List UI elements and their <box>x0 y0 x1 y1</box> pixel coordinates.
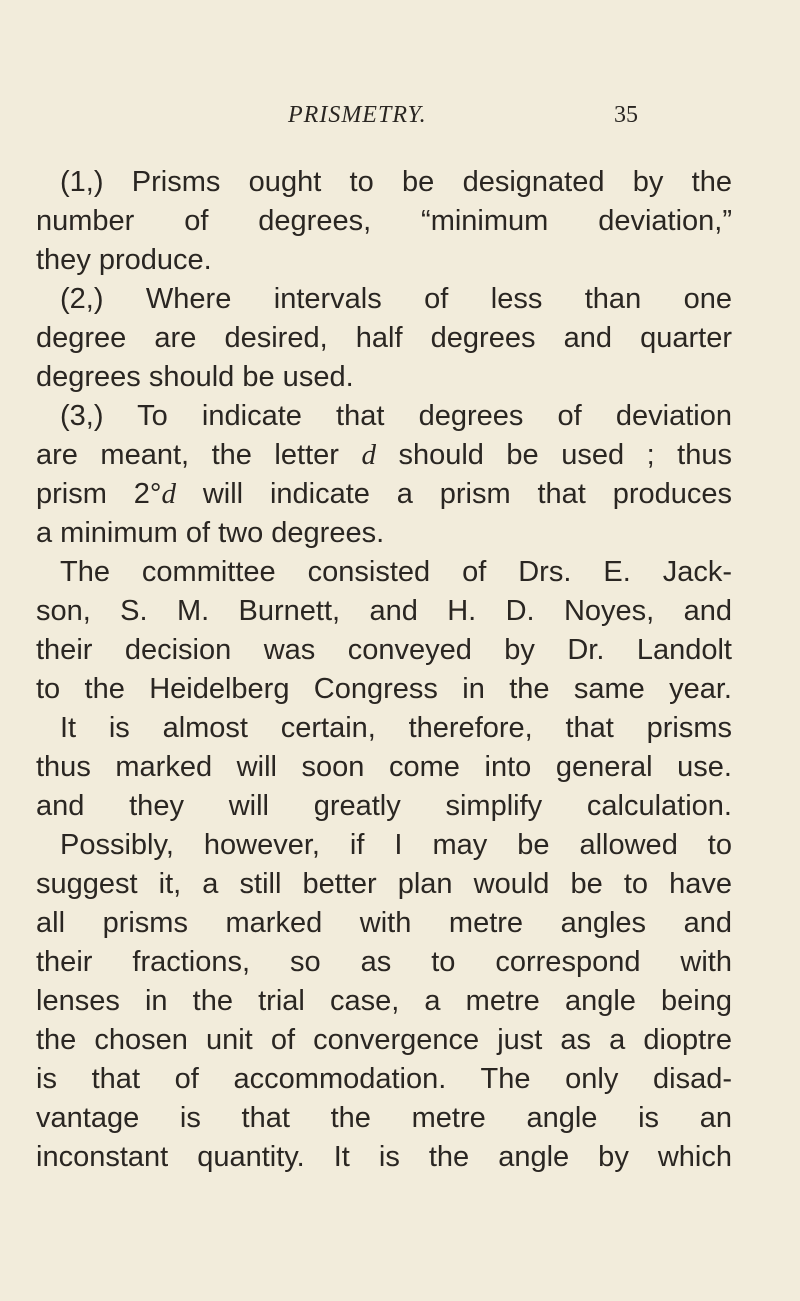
text-line: vantage is that the metre angle is an <box>36 1102 732 1134</box>
text-line: (2,) Where intervals of less than one <box>60 283 732 315</box>
text-line: It is almost certain, therefore, that prisms <box>60 712 732 744</box>
text-line: (3,) To indicate that degrees of deviation <box>60 400 732 432</box>
running-title: PRISMETRY. <box>288 102 427 128</box>
text-line: degree are desired, half degrees and quarter <box>36 322 732 354</box>
text-line: their decision was conveyed by Dr. Landolt <box>36 634 732 666</box>
page-header <box>0 102 800 136</box>
text-line: they produce. <box>36 244 212 276</box>
text-line: and they will greatly simplify calculation. <box>36 790 732 822</box>
text-line: a minimum of two degrees. <box>36 517 385 549</box>
text-line: degrees should be used. <box>36 361 354 393</box>
text-line: their fractions, so as to correspond with <box>36 946 732 978</box>
text-line <box>36 437 732 473</box>
text-line: Possibly, however, if I may be allowed to <box>60 829 732 861</box>
text-segment: are meant, the letter <box>36 439 362 471</box>
text-line: all prisms marked with metre angles and <box>36 907 732 939</box>
text-line: the chosen unit of convergence just as a dioptre <box>36 1024 732 1056</box>
text-line: The committee consisted of Drs. E. Jack- <box>60 556 732 588</box>
text-line: thus marked will soon come into general use. <box>36 751 732 783</box>
text-segment: will indicate a prism that produces <box>175 478 732 510</box>
italic-letter-d: d <box>361 439 376 471</box>
text-line <box>36 476 732 512</box>
text-line: number of degrees, “minimum deviation,” <box>36 205 732 237</box>
page-number: 35 <box>614 102 638 128</box>
text-line: suggest it, a still better plan would be to have <box>36 868 732 900</box>
italic-letter-d: d <box>161 478 176 510</box>
text-line: is that of accommodation. The only disad- <box>36 1063 732 1095</box>
text-line: to the Heidelberg Congress in the same year. <box>36 673 732 705</box>
text-line: lenses in the trial case, a metre angle being <box>36 985 732 1017</box>
text-line: (1,) Prisms ought to be designated by the <box>60 166 732 198</box>
text-segment: should be used ; thus <box>375 439 732 471</box>
text-line: son, S. M. Burnett, and H. D. Noyes, and <box>36 595 732 627</box>
text-line: inconstant quantity. It is the angle by which <box>36 1141 732 1173</box>
text-segment: prism 2° <box>36 478 162 510</box>
